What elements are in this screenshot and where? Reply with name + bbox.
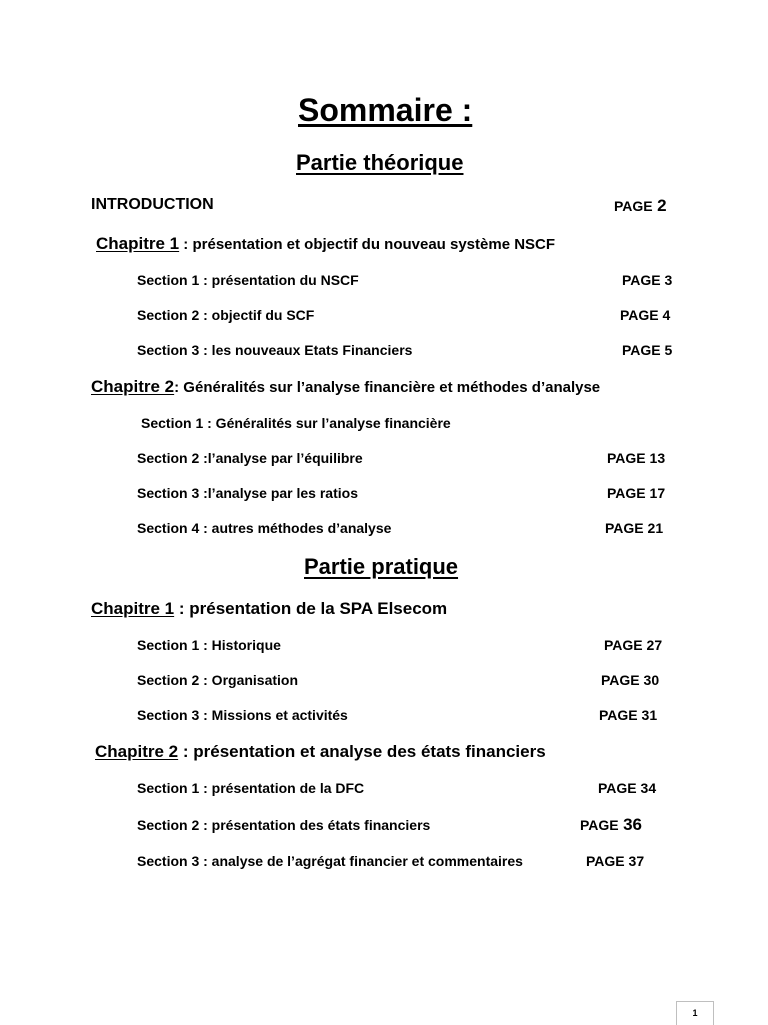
theory-chapter-1-heading [96, 234, 555, 254]
practice-ch1-section-1: Section 1 : Historique [137, 637, 281, 653]
practice-ch1-section-1-page: PAGE 27 [604, 637, 663, 653]
practice-ch1-section-3: Section 3 : Missions et activités [137, 707, 348, 723]
chapter-label: Chapitre 2 [91, 377, 175, 396]
theory-chapter-2-heading [91, 377, 600, 397]
theory-ch1-section-1: Section 1 : présentation du NSCF [137, 272, 359, 288]
theory-ch1-section-2-page: PAGE 4 [620, 307, 671, 323]
chapter-label: Chapitre 1 [91, 599, 175, 618]
theory-ch2-section-2-page: PAGE 13 [607, 450, 666, 466]
theory-ch1-section-3-page: PAGE 5 [622, 342, 673, 358]
practice-ch2-section-2-page [580, 815, 642, 835]
practice-ch2-section-3-page: PAGE 37 [586, 853, 645, 869]
page-title: Sommaire : [298, 92, 473, 128]
practice-ch2-section-2: Section 2 : présentation des états financiers [137, 817, 431, 833]
chapter-label: Chapitre 2 [95, 742, 179, 761]
introduction-page-number: 2 [657, 196, 667, 215]
part-practice-heading: Partie pratique [304, 554, 459, 579]
page-word: PAGE [580, 817, 619, 833]
practice-ch2-section-1: Section 1 : présentation de la DFC [137, 780, 365, 796]
page-number-box [676, 1001, 714, 1025]
introduction-label: INTRODUCTION [91, 196, 214, 213]
practice-ch2-section-3: Section 3 : analyse de l’agrégat financier et commentaires [137, 853, 523, 869]
page-number: 1 [692, 1008, 698, 1018]
theory-ch1-section-3: Section 3 : les nouveaux Etats Financiers [137, 342, 413, 358]
theory-ch2-section-1: Section 1 : Généralités sur l’analyse financière [141, 415, 451, 431]
page-number: 36 [623, 815, 643, 834]
chapter-title: : Généralités sur l’analyse financière et méthodes d’analyse [174, 379, 601, 396]
chapter-title: : présentation et objectif du nouveau système NSCF [179, 236, 556, 253]
theory-ch2-section-3-page: PAGE 17 [607, 485, 666, 501]
theory-ch2-section-4: Section 4 : autres méthodes d’analyse [137, 520, 392, 536]
practice-chapter-2-heading [95, 742, 546, 762]
introduction-page-word: PAGE [614, 198, 653, 214]
practice-ch2-section-1-page: PAGE 34 [598, 780, 657, 796]
introduction-page [614, 196, 667, 216]
theory-ch1-section-1-page: PAGE 3 [622, 272, 673, 288]
practice-ch1-section-2-page: PAGE 30 [601, 672, 660, 688]
part-theory-heading: Partie théorique [296, 150, 464, 175]
practice-ch1-section-3-page: PAGE 31 [599, 707, 658, 723]
theory-ch2-section-3: Section 3 :l’analyse par les ratios [137, 485, 358, 501]
chapter-label: Chapitre 1 [96, 234, 180, 253]
chapter-title: : présentation de la SPA Elsecom [174, 599, 448, 618]
theory-ch2-section-2: Section 2 :l’analyse par l’équilibre [137, 450, 363, 466]
theory-ch2-section-4-page: PAGE 21 [605, 520, 664, 536]
practice-ch1-section-2: Section 2 : Organisation [137, 672, 299, 688]
practice-chapter-1-heading [91, 599, 447, 619]
chapter-title: : présentation et analyse des états financiers [178, 742, 546, 761]
theory-ch1-section-2: Section 2 : objectif du SCF [137, 307, 315, 323]
